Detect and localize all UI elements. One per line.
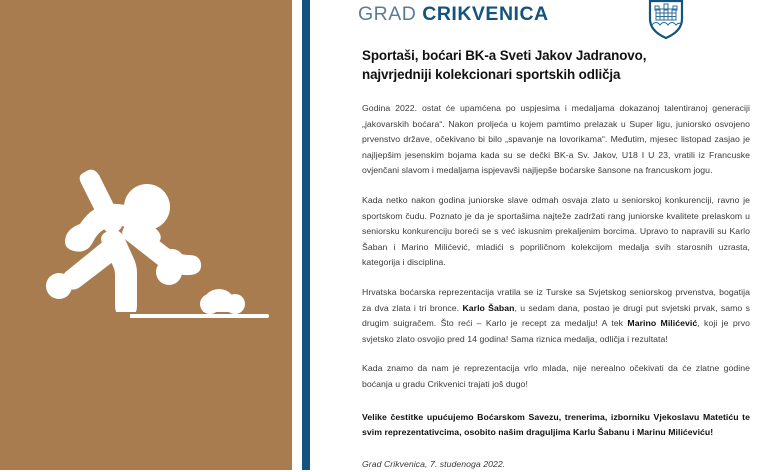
paragraph-2: Kada netko nakon godina juniorske slave odmah osvaja zlato u seniorskoj konkurenciji, ravno je sportskom čudu. Poznato je da je sportašima najteže zadržati rang juniorske kvalitete prelaskom u seniorsku konkurenciju boreći se s već iskusnim prekaljenim borcima. Upravo to napravili su Karlo Šaban i Marino Milićević, mladići s popriličnom kolekcijom medalja svih starosnih uzrasta, kategorija i disciplina. <box>362 194 750 268</box>
headline-line-2: najvrjedniji kolekcionari sportskih odličja <box>362 67 621 82</box>
bocce-ball-in-flight <box>152 252 192 292</box>
bocce-balls-and-court-line <box>130 288 270 328</box>
paragraph-3 <box>362 285 750 347</box>
athlete-name-karlo-saban: Karlo Šaban <box>462 302 515 313</box>
closing-congratulations: Velike čestitke upućujemo Boćarskom Savezu, trenerima, izborniku Vjekoslavu Matetiću te svim reprezentativcima, osobito našim draguljima Karlu Šabanu i Marinu Milićeviću! <box>362 411 750 438</box>
crikvenica-coat-of-arms-icon <box>648 0 684 40</box>
brand-wordmark <box>358 3 549 25</box>
page-title <box>362 46 750 84</box>
image-panel <box>0 0 292 470</box>
paragraph-3-text-c: , koji je prvo svjetsko zlato osvojio pred 14 godina! Sama riznica medalja, odličja i rezultata! <box>362 318 750 344</box>
content-column <box>310 0 770 470</box>
masthead <box>310 0 770 34</box>
paragraph-1: Godina 2022. ostat će upamćena po uspjesima i medaljama dokazanoj talentiranoj generaciji „jakovarskih boćara“. Nakon proljeća u kojem pamtimo prelazak u Super ligu, juniorsko osvojeno prvenstvo države, očekivano bi bilo „spavanje na lovorikama“. Međutim, mjesec listopad zasjao je najljepšim jesenskim bojama kada su se dečki BK-a Sv. Jakov, U18 I U 23, vratili iz Francuske ovjenčani slavom i medaljama ispjevavši najljepše boćarske šansone na francuskom jogu. <box>362 103 750 176</box>
paragraph-4: Kada znamo da nam je reprezentacija vrlo mlada, nije nerealno očekivati da će zlatne godine boćanja u gradu Crikvenici trajati još dugo! <box>362 363 750 389</box>
wordmark-crikvenica: CRIKVENICA <box>422 3 549 25</box>
paragraph-3-text-b: , u sedam dana, postao je drugi put svjetski prvak, samo s drugim suigračem. Što reći – Karlo je recept za medalju! A tek <box>362 302 750 329</box>
article-body <box>310 34 770 472</box>
headline-line-1: Sportaši, boćari BK-a Sveti Jakov Jadranovo, <box>362 48 647 63</box>
wordmark-grad: GRAD <box>358 3 417 25</box>
divider-accent-bar <box>302 0 310 470</box>
athlete-name-marino-milicevic: Marino Milićević <box>627 318 698 329</box>
divider-gap <box>292 0 302 470</box>
signoff-line: Grad Crikvenica, 7. studenoga 2022. <box>362 458 506 469</box>
paragraph-3-text-a: Hrvatska boćarska reprezentacija vratila se iz Turske sa Svjetskog seniorskog prvenstva, bogatija za dva zlata i tri bronce. <box>362 286 750 313</box>
